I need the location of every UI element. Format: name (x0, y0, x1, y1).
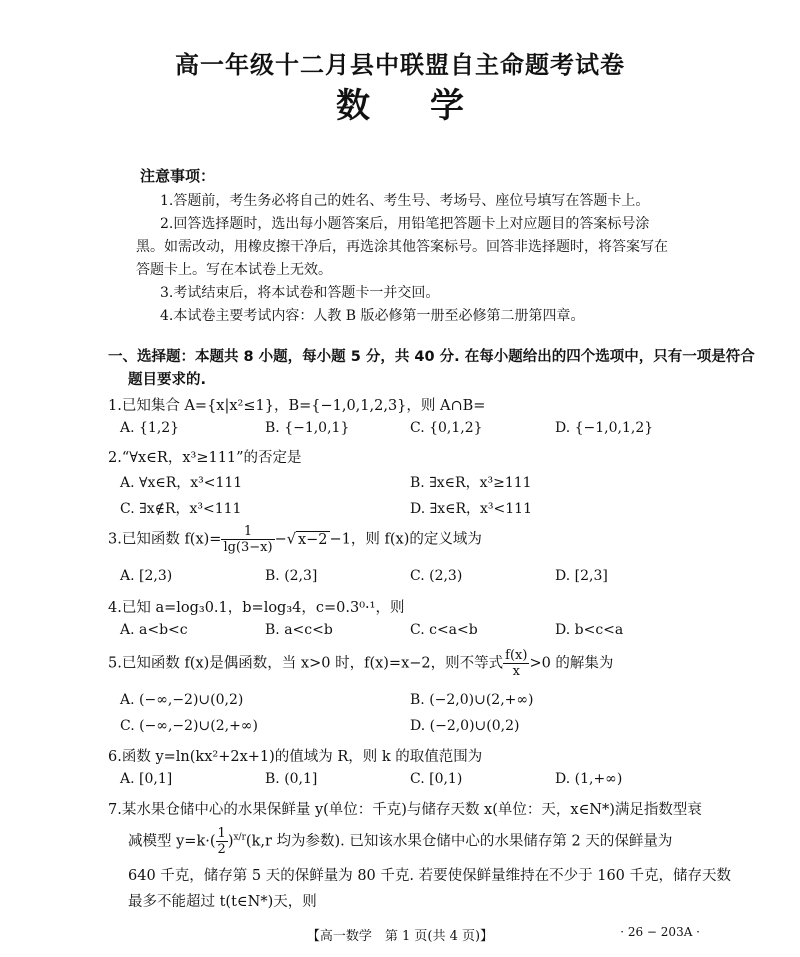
question-3-option-b: B. (2,3] (265, 568, 318, 584)
subject-title: 数学 (336, 86, 524, 126)
question-3-fraction-denominator: lg(3−x) (223, 540, 273, 555)
question-2-option-b: B. ∃x∈R，x³≥111 (410, 475, 532, 491)
notice-item-4: 4.本试卷主要考试内容：人教 B 版必修第一册至必修第二册第四章。 (160, 308, 585, 324)
notice-item-2-line-2: 黑。如需改动，用橡皮擦干净后，再选涂其他答案标号。回答非选择题时，将答案写在 (136, 239, 668, 255)
question-5-stem-prefix: 5.已知函数 f(x)是偶函数，当 x>0 时，f(x)=x−2，则不等式 (108, 655, 504, 672)
question-7-line-2-suffix: (k,r 均为参数). 已知该水果仓储中心的水果储存第 2 天的保鲜量为 (245, 833, 673, 850)
question-5-option-a: A. (−∞,−2)∪(0,2) (120, 692, 244, 708)
question-3-stem: 3.已知函数 f(x)= $\frac{1}{\lg(3-x)}$ −√ x−2 −1，则 f(x)的定义域为 (108, 524, 482, 555)
section-heading-line-1: 一、选择题：本题共 8 小题，每小题 5 分，共 40 分. 在每小题给出的四个选项中，只有一项是符合 (108, 349, 755, 365)
question-7-fraction-numerator: 1 (217, 826, 226, 841)
question-7-fraction-denominator: 2 (217, 842, 226, 857)
question-7-line-3: 640 千克，储存第 5 天的保鲜量为 80 千克. 若要使保鲜量维持在不少于 160 千克，储存天数 (128, 868, 732, 884)
question-4-option-a: A. a<b<c (120, 622, 188, 638)
question-3-option-a: A. [2,3) (120, 568, 173, 584)
notice-item-1: 1.答题前，考生务必将自己的姓名、考生号、考场号、座位号填写在答题卡上。 (160, 193, 650, 209)
page-footer: 【高一数学 第 1 页(共 4 页)】 (306, 929, 494, 944)
question-4-option-c: C. c<a<b (410, 622, 478, 638)
question-6-stem: 6.函数 y=ln(kx²+2x+1)的值域为 R，则 k 的取值范围为 (108, 749, 483, 765)
question-5-fraction (503, 648, 529, 679)
question-5-option-b: B. (−2,0)∪(2,+∞) (410, 692, 534, 708)
question-1-option-c: C. {0,1,2} (410, 420, 483, 436)
question-3-sqrt-body: x−2 (297, 531, 328, 548)
question-5-fraction-numerator: f(x) (505, 648, 528, 663)
question-7-line-2: 减模型 y=k·( $\frac{1}{2}$ )$^{x/r}$(k,r 均为参数). 已知该水果仓储中心的水果储存第 2 天的保鲜量为 (128, 826, 673, 857)
question-3-stem-suffix: −1，则 f(x)的定义域为 (329, 531, 482, 548)
question-5-option-c: C. (−∞,−2)∪(2,+∞) (120, 718, 258, 734)
question-2-stem: 2.“∀x∈R，x³≥111”的否定是 (108, 450, 302, 466)
notice-item-2-line-1: 2.回答选择题时，选出每小题答案后，用铅笔把答题卡上对应题目的答案标号涂 (160, 216, 650, 232)
question-2-option-a: A. ∀x∈R，x³<111 (120, 475, 243, 491)
question-1-option-a: A. {1,2} (120, 420, 180, 436)
question-2-option-d: D. ∃x∈R，x³<111 (410, 501, 532, 517)
question-3-option-c: C. (2,3) (410, 568, 463, 584)
exam-title: 高一年级十二月县中联盟自主命题考试卷 (175, 51, 625, 79)
question-6-option-b: B. (0,1] (265, 771, 318, 787)
question-7-line-1: 7.某水果仓储中心的水果保鲜量 y(单位：千克)与储存天数 x(单位：天，x∈N*)满足指数型衰 (108, 802, 702, 818)
question-1-option-b: B. {−1,0,1} (265, 420, 350, 436)
section-heading-line-2: 题目要求的. (128, 372, 207, 388)
question-6-option-a: A. [0,1] (120, 771, 173, 787)
question-1-option-d: D. {−1,0,1,2} (555, 420, 654, 436)
question-6-option-d: D. (1,+∞) (555, 771, 623, 787)
question-4-option-d: D. b<c<a (555, 622, 624, 638)
question-4-option-b: B. a<c<b (265, 622, 333, 638)
question-3-fraction-numerator: 1 (221, 524, 274, 540)
question-3-fraction (221, 524, 274, 555)
question-7-exponent: x/r (233, 832, 246, 843)
question-7-line-2-prefix: 减模型 y=k· (128, 833, 210, 850)
question-2-option-c: C. ∃x∉R，x³<111 (120, 501, 242, 517)
notice-heading: 注意事项： (140, 167, 216, 185)
question-5-stem-suffix: >0 的解集为 (529, 655, 614, 672)
question-3-minus: − (274, 531, 287, 548)
question-3-stem-prefix: 3.已知函数 f(x)= (108, 531, 222, 548)
question-7-line-4: 最多不能超过 t(t∈N*)天，则 (128, 894, 317, 910)
question-1-stem: 1.已知集合 A={x|x²≤1}，B={−1,0,1,2,3}，则 A∩B= (108, 398, 486, 414)
paper-code: · 26 − 203A · (620, 925, 700, 939)
question-5-fraction-denominator: x (512, 664, 520, 679)
question-4-stem: 4.已知 a=log₃0.1，b=log₃4，c=0.3⁰·¹，则 (108, 600, 405, 616)
question-7-fraction (216, 826, 228, 857)
question-5-stem (108, 648, 613, 679)
question-6-option-c: C. [0,1) (410, 771, 463, 787)
question-5-option-d: D. (−2,0)∪(0,2) (410, 718, 520, 734)
notice-item-3: 3.考试结束后，将本试卷和答题卡一并交回。 (160, 285, 440, 301)
question-3-option-d: D. [2,3] (555, 568, 608, 584)
notice-item-2-line-3: 答题卡上。写在本试卷上无效。 (136, 262, 332, 278)
